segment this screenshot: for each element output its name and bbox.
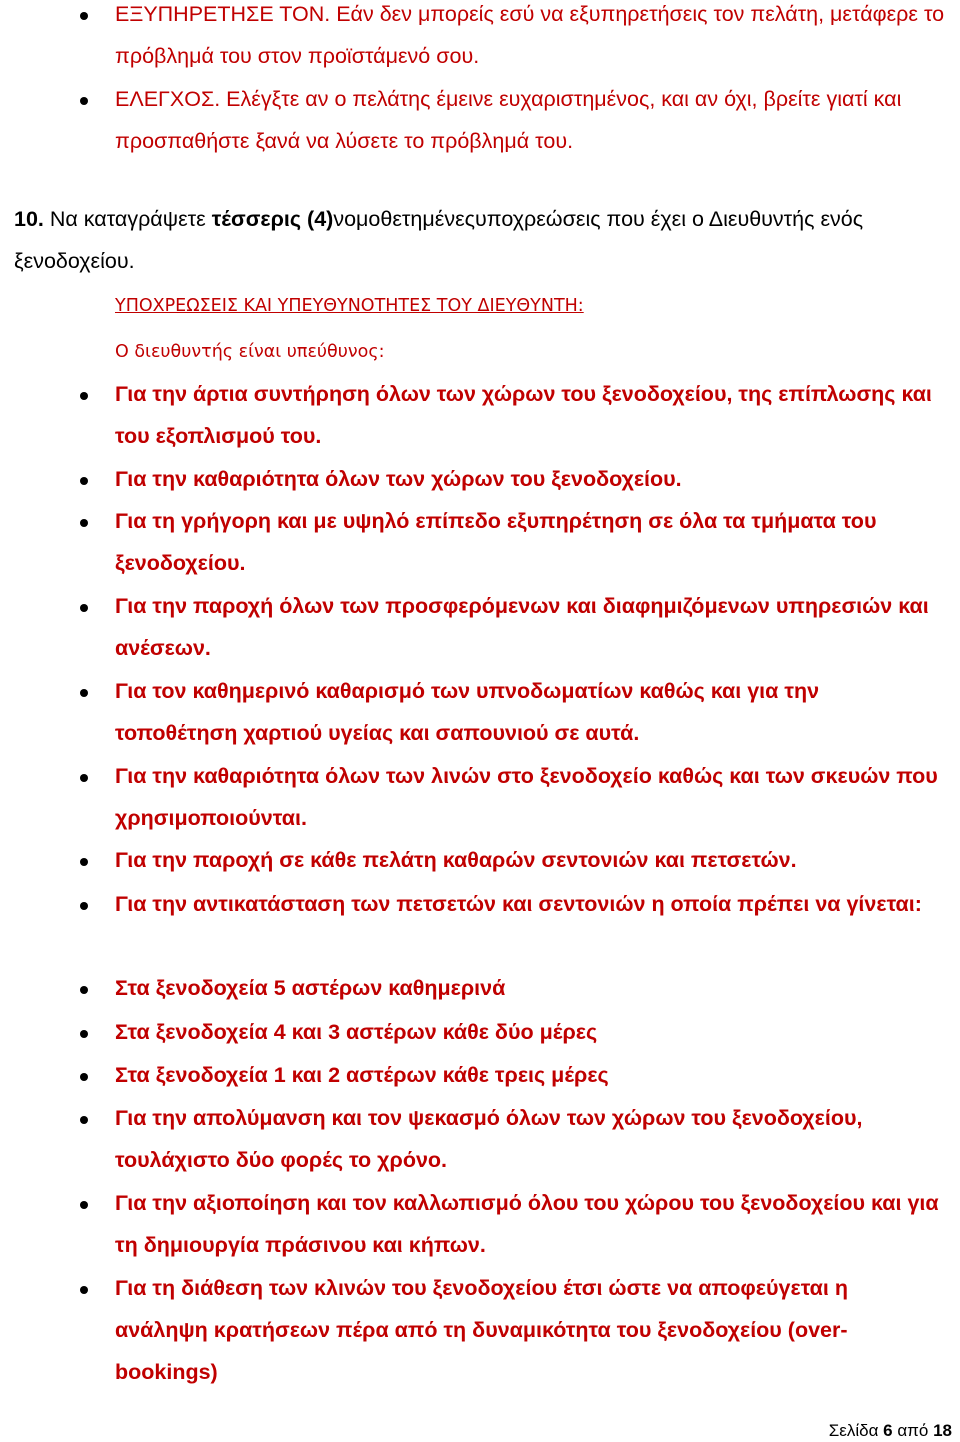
bullet-icon [80, 986, 88, 994]
list-item-text: Για την αντικατάσταση των πετσετών και σεντονιών η οποία πρέπει να γίνεται: [115, 892, 922, 916]
list-item-text: Για την παροχή όλων των προσφερόμενων και διαφημιζόμενων υπηρεσιών και ανέσεων. [115, 594, 929, 660]
bullet-icon [80, 519, 88, 527]
top-item-text: ΕΞΥΠΗΡΕΤΗΣΕ ΤΟΝ. Εάν δεν μπορείς εσύ να εξυπηρετήσεις τον πελάτη, μετάφερε το πρόβλημά του στον προϊστάμενό σου. [115, 2, 945, 68]
footer-total: 18 [933, 1421, 952, 1440]
bullet-icon [80, 902, 88, 910]
bullet-icon [80, 12, 88, 20]
bullet-icon [80, 689, 88, 697]
bullet-icon [80, 1201, 88, 1209]
list-item-text: Για την αξιοποίηση και τον καλλωπισμό όλου του χώρου του ξενοδοχείου και για τη δημιουργία πράσινου και κήπων. [115, 1191, 939, 1257]
list-item-text: Για την απολύμανση και τον ψεκασμό όλων των χώρων του ξενοδοχείου, τουλάχιστο δύο φορές το χρόνο. [115, 1106, 863, 1172]
question [14, 198, 960, 282]
question-number: 10. [14, 207, 44, 231]
list-item-text: Για τη διάθεση των κλινών του ξενοδοχείου έτσι ώστε να αποφεύγεται η ανάληψη κρατήσεων πέρα από τη δυναμικότητα του ξενοδοχείου (over-bookings) [115, 1276, 848, 1384]
footer-page: 6 [883, 1421, 893, 1440]
list-item-text: Στα ξενοδοχεία 4 και 3 αστέρων κάθε δύο μέρες [115, 1020, 598, 1044]
question-bold: τέσσερις (4) [211, 207, 334, 231]
question-text-before: Να καταγράψετε [43, 207, 212, 231]
page-footer [829, 1421, 952, 1441]
bullet-icon [80, 1073, 88, 1081]
question-text-after: νομοθετημένεςυποχρεώσεις που έχει ο Διευθυντής ενός ξενοδοχείου. [14, 207, 864, 273]
list-item-text: Για την άρτια συντήρηση όλων των χώρων του ξενοδοχείου, της επίπλωσης και του εξοπλισμού του. [115, 382, 932, 448]
list-item-text: Στα ξενοδοχεία 1 και 2 αστέρων κάθε τρεις μέρες [115, 1063, 609, 1087]
list-item-text: Για την καθαριότητα όλων των χώρων του ξενοδοχείου. [115, 467, 682, 491]
list-item-text: Για τον καθημερινό καθαρισμό των υπνοδωματίων καθώς και για την τοποθέτηση χαρτιού υγείας και σαπουνιού σε αυτά. [115, 679, 820, 745]
bullet-icon [80, 477, 88, 485]
bullet-icon [80, 1030, 88, 1038]
footer-label: Σελίδα [828, 1421, 884, 1440]
section-subheading: Ο διευθυντής είναι υπεύθυνος: [115, 342, 385, 362]
bullet-icon [80, 97, 88, 105]
list-item-text: Στα ξενοδοχεία 5 αστέρων καθημερινά [115, 976, 506, 1000]
section-heading: ΥΠΟΧΡΕΩΣΕΙΣ ΚΑΙ ΥΠΕΥΘΥΝΟΤΗΤΕΣ ΤΟΥ ΔΙΕΥΘΥΝΤΗ: [115, 296, 584, 316]
bullet-icon [80, 392, 88, 400]
list-item-text: Για την καθαριότητα όλων των λινών στο ξενοδοχείο καθώς και των σκευών που χρησιμοποιούνται. [115, 764, 938, 830]
list-item-text: Για τη γρήγορη και με υψηλό επίπεδο εξυπηρέτηση σε όλα τα τμήματα του ξενοδοχείου. [115, 509, 877, 575]
list-item-text: Για την παροχή σε κάθε πελάτη καθαρών σεντονιών και πετσετών. [115, 848, 797, 872]
bullet-icon [80, 1286, 88, 1294]
footer-of: από [892, 1421, 934, 1440]
bullet-icon [80, 774, 88, 782]
bullet-icon [80, 1116, 88, 1124]
bullet-icon [80, 858, 88, 866]
top-item-text: ΕΛΕΓΧΟΣ. Ελέγξτε αν ο πελάτης έμεινε ευχαριστημένος, και αν όχι, βρείτε γιατί και προσπαθήστε ξανά να λύσετε το πρόβλημά του. [115, 87, 902, 153]
bullet-icon [80, 604, 88, 612]
